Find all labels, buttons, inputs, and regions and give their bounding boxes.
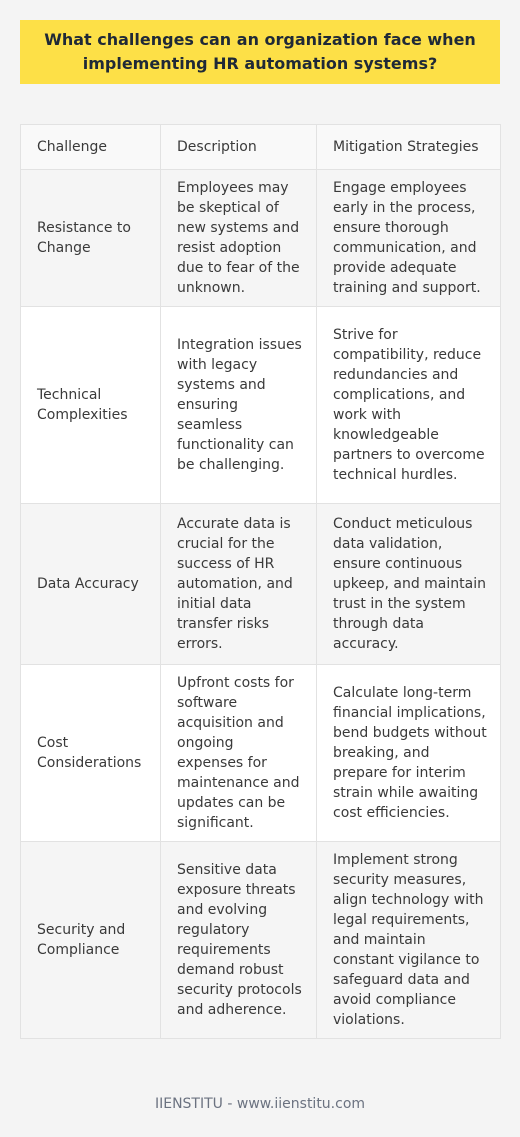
challenge-cell: Cost Considerations [21, 665, 161, 842]
description-cell: Employees may be skeptical of new systems and resist adoption due to fear of the unknown. [161, 170, 317, 307]
mitigation-cell: Strive for compatibility, reduce redundancies and complications, and work with knowledgeable partners to overcome technical hurdles. [317, 307, 501, 504]
title-banner [20, 20, 500, 84]
footer-credit: IIENSTITU - www.iienstitu.com [154, 1096, 366, 1112]
description-cell: Integration issues with legacy systems and ensuring seamless functionality can be challenging. [161, 307, 317, 504]
mitigation-cell: Implement strong security measures, align technology with legal requirements, and maintain constant vigilance to safeguard data and avoid compliance violations. [317, 842, 501, 1039]
table-row [21, 170, 501, 307]
table-row [21, 665, 501, 842]
description-cell: Upfront costs for software acquisition and ongoing expenses for maintenance and updates can be significant. [161, 665, 317, 842]
mitigation-cell: Conduct meticulous data validation, ensure continuous upkeep, and maintain trust in the system through data accuracy. [317, 504, 501, 665]
table-row [21, 842, 501, 1039]
mitigation-cell: Engage employees early in the process, ensure thorough communication, and provide adequate training and support. [317, 170, 501, 307]
challenges-table [20, 124, 501, 1039]
challenge-cell: Technical Complexities [21, 307, 161, 504]
description-cell: Sensitive data exposure threats and evolving regulatory requirements demand robust security protocols and adherence. [161, 842, 317, 1039]
header-mitigation: Mitigation Strategies [317, 125, 501, 170]
header-description: Description [161, 125, 317, 170]
page-title: What challenges can an organization face when implementing HR automation systems? [44, 30, 476, 73]
table-row [21, 504, 501, 665]
mitigation-cell: Calculate long-term financial implications, bend budgets without breaking, and prepare for interim strain while awaiting cost efficiencies. [317, 665, 501, 842]
challenge-cell: Security and Compliance [21, 842, 161, 1039]
description-cell: Accurate data is crucial for the success of HR automation, and initial data transfer risks errors. [161, 504, 317, 665]
challenge-cell: Resistance to Change [21, 170, 161, 307]
table-row [21, 307, 501, 504]
header-challenge: Challenge [21, 125, 161, 170]
challenge-cell: Data Accuracy [21, 504, 161, 665]
table-header-row [21, 125, 501, 170]
